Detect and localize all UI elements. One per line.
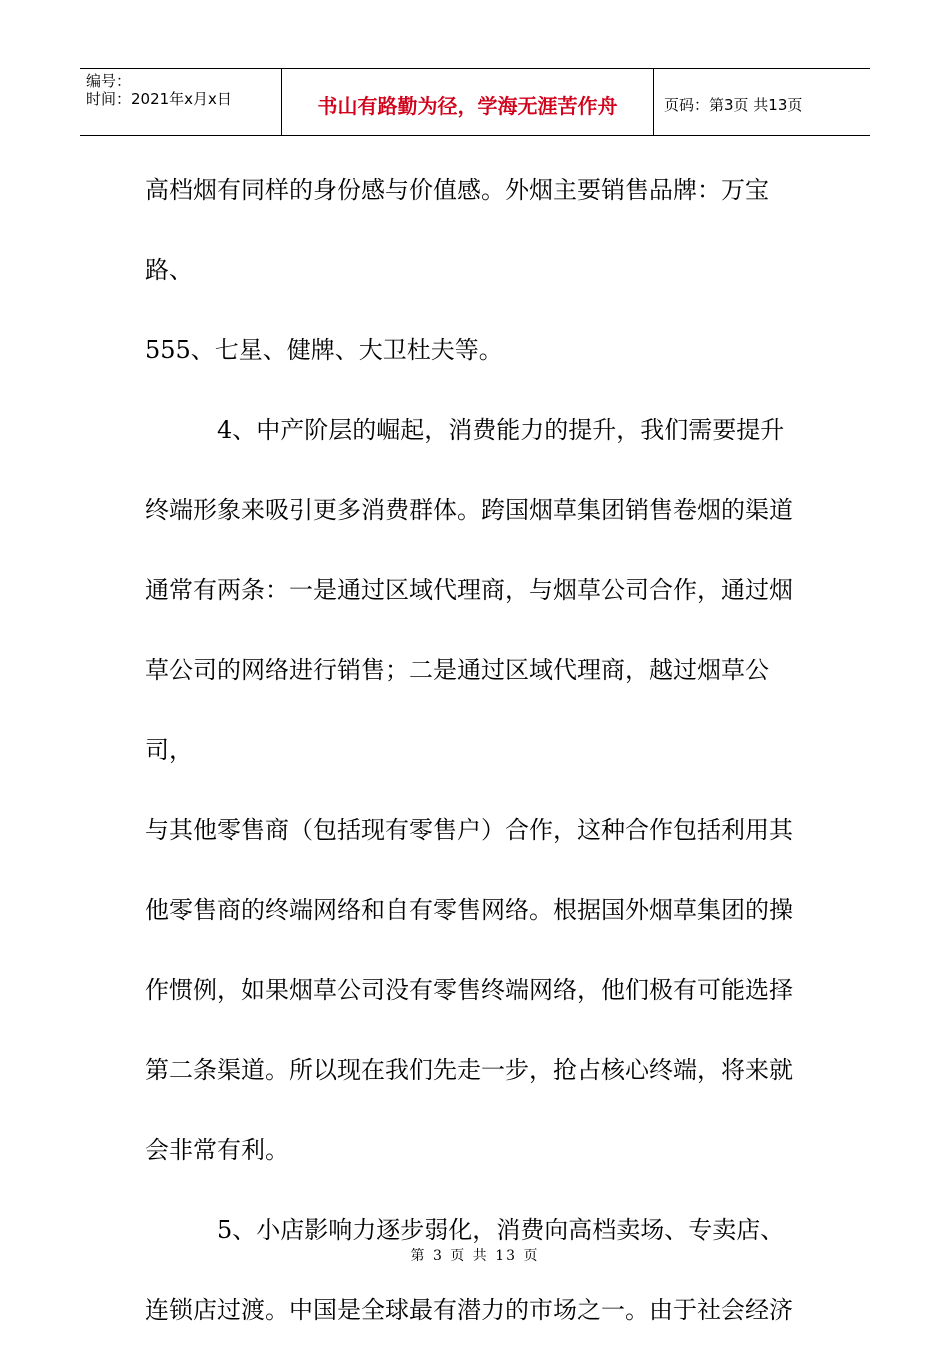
text-line: 第二条渠道。所以现在我们先走一步，抢占核心终端，将来就 (145, 1056, 793, 1084)
document-number-label: 编号： (86, 72, 132, 90)
page-footer: 第 3 页 共 13 页 (410, 1248, 540, 1264)
document-date-label: 时间：2021年x月x日 (86, 90, 232, 108)
header-motto: 书山有路勤为径，学海无涯苦作舟 (282, 69, 654, 135)
text-line: 与其他零售商（包括现有零售户）合作，这种合作包括利用其 (145, 816, 793, 844)
text-line: 他零售商的终端网络和自有零售网络。根据国外烟草集团的操 (145, 896, 793, 924)
text-line: 终端形象来吸引更多消费群体。跨国烟草集团销售卷烟的渠道 (145, 496, 793, 524)
text-line: 高档烟有同样的身份感与价值感。外烟主要销售品牌：万宝路、 (145, 176, 769, 284)
text-line: 4、中产阶层的崛起，消费能力的提升，我们需要提升 (217, 416, 785, 444)
text-line: 通常有两条：一是通过区域代理商，与烟草公司合作，通过烟 (145, 576, 793, 604)
document-body (145, 150, 805, 1350)
text-line: 5、小店影响力逐步弱化，消费向高档卖场、专卖店、 (217, 1216, 785, 1244)
text-line: 草公司的网络进行销售；二是通过区域代理商，越过烟草公司， (145, 656, 769, 764)
header-page-info: 页码：第3页 共13页 (664, 95, 803, 114)
text-line: 作惯例，如果烟草公司没有零售终端网络，他们极有可能选择 (145, 976, 793, 1004)
document-header (80, 68, 870, 136)
header-meta-cell (80, 69, 282, 135)
text-line: 会非常有利。 (145, 1136, 289, 1164)
text-line: 连锁店过渡。中国是全球最有潜力的市场之一。由于社会经济 (145, 1296, 793, 1324)
text-line: 555、七星、健牌、大卫杜夫等。 (145, 336, 503, 364)
